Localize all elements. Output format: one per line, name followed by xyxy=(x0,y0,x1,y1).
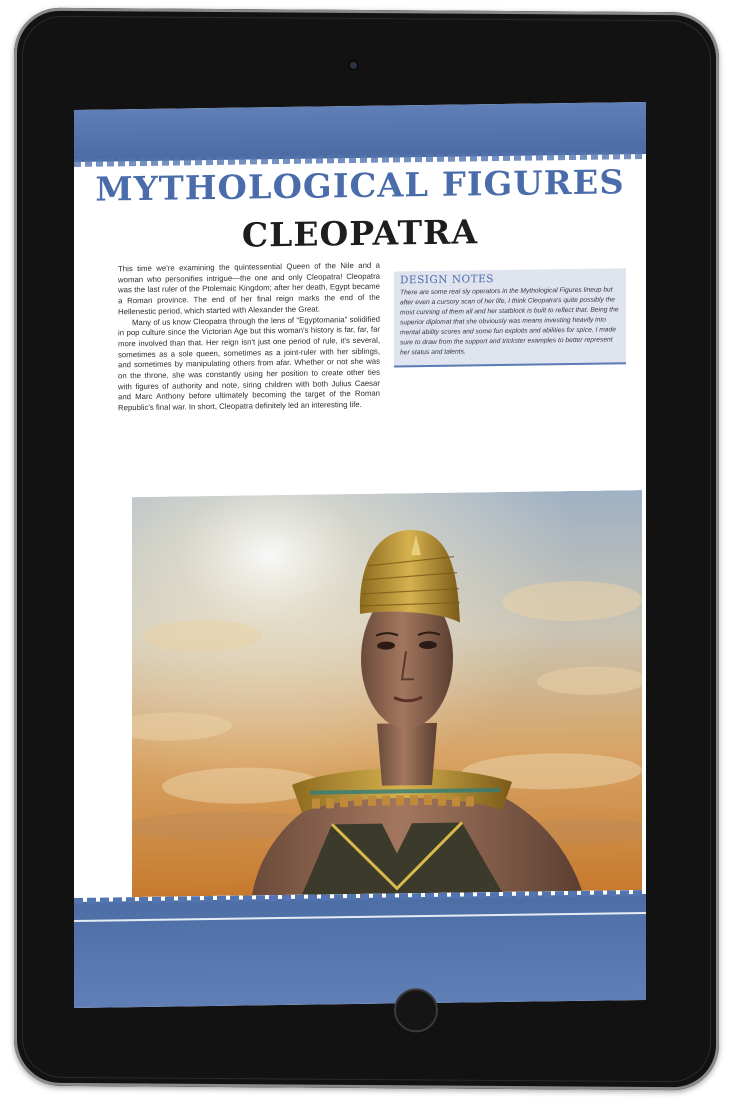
header-band xyxy=(74,102,646,162)
ebook-page xyxy=(74,102,646,1008)
cleopatra-illustration xyxy=(132,490,642,897)
tablet-device xyxy=(14,8,719,1091)
home-button-icon xyxy=(394,988,438,1032)
camera-icon xyxy=(350,62,357,69)
footer-band xyxy=(74,894,646,1008)
page-subtitle: CLEOPATRA xyxy=(241,212,479,255)
body-text xyxy=(118,261,380,415)
cleopatra-image xyxy=(132,490,642,897)
design-notes-text: There are some real sly operators in the Mythological Figures lineup but after even a cursory scan of her life, I think Cleopatra's quite possibly the most cunning of them all and her statblock is built to reflect that. Being the superior diplomat that she obviously was means investing heavily into mental ability scores and some fun exploits and abilities for spice. I made sure to draw from the support and trickster examples to better represent her status and talents. xyxy=(400,286,619,357)
page-title: MYTHOLOGICAL FIGURES xyxy=(95,162,625,209)
body-paragraph: This time we're examining the quintessential Queen of the Nile and a woman who personifies intrigue—the one and only Cleopatra! Cleopatra was the last ruler of the Ptolemaic Kingdom; after her death, Egypt became a Roman province. The end of her final reign marks the end of the Hellenestic period, which started with Alexander the Great. xyxy=(118,260,380,317)
design-notes-heading: DESIGN NOTES xyxy=(400,273,494,287)
body-paragraph: Many of us know Cleopatra through the lens of "Egyptomania" solidified in pop culture since the Victorian Age but this woman's history is far, far, far more involved than that. Her reign isn't just one period of rule, it's several, sometimes as a sole queen, sometimes as a joint-ruler with her siblings, and sometimes by manipulating others from afar. Whether or not she was on the throne, she was constantly using her position to create other ties with figures of authority and note, siring children with both Julius Caesar and Marc Anthony before ultimately becoming the target of the Roman Republic's final war. In short, Cleopatra definitely led an interesting life. xyxy=(118,314,380,413)
design-notes-box xyxy=(394,268,626,367)
